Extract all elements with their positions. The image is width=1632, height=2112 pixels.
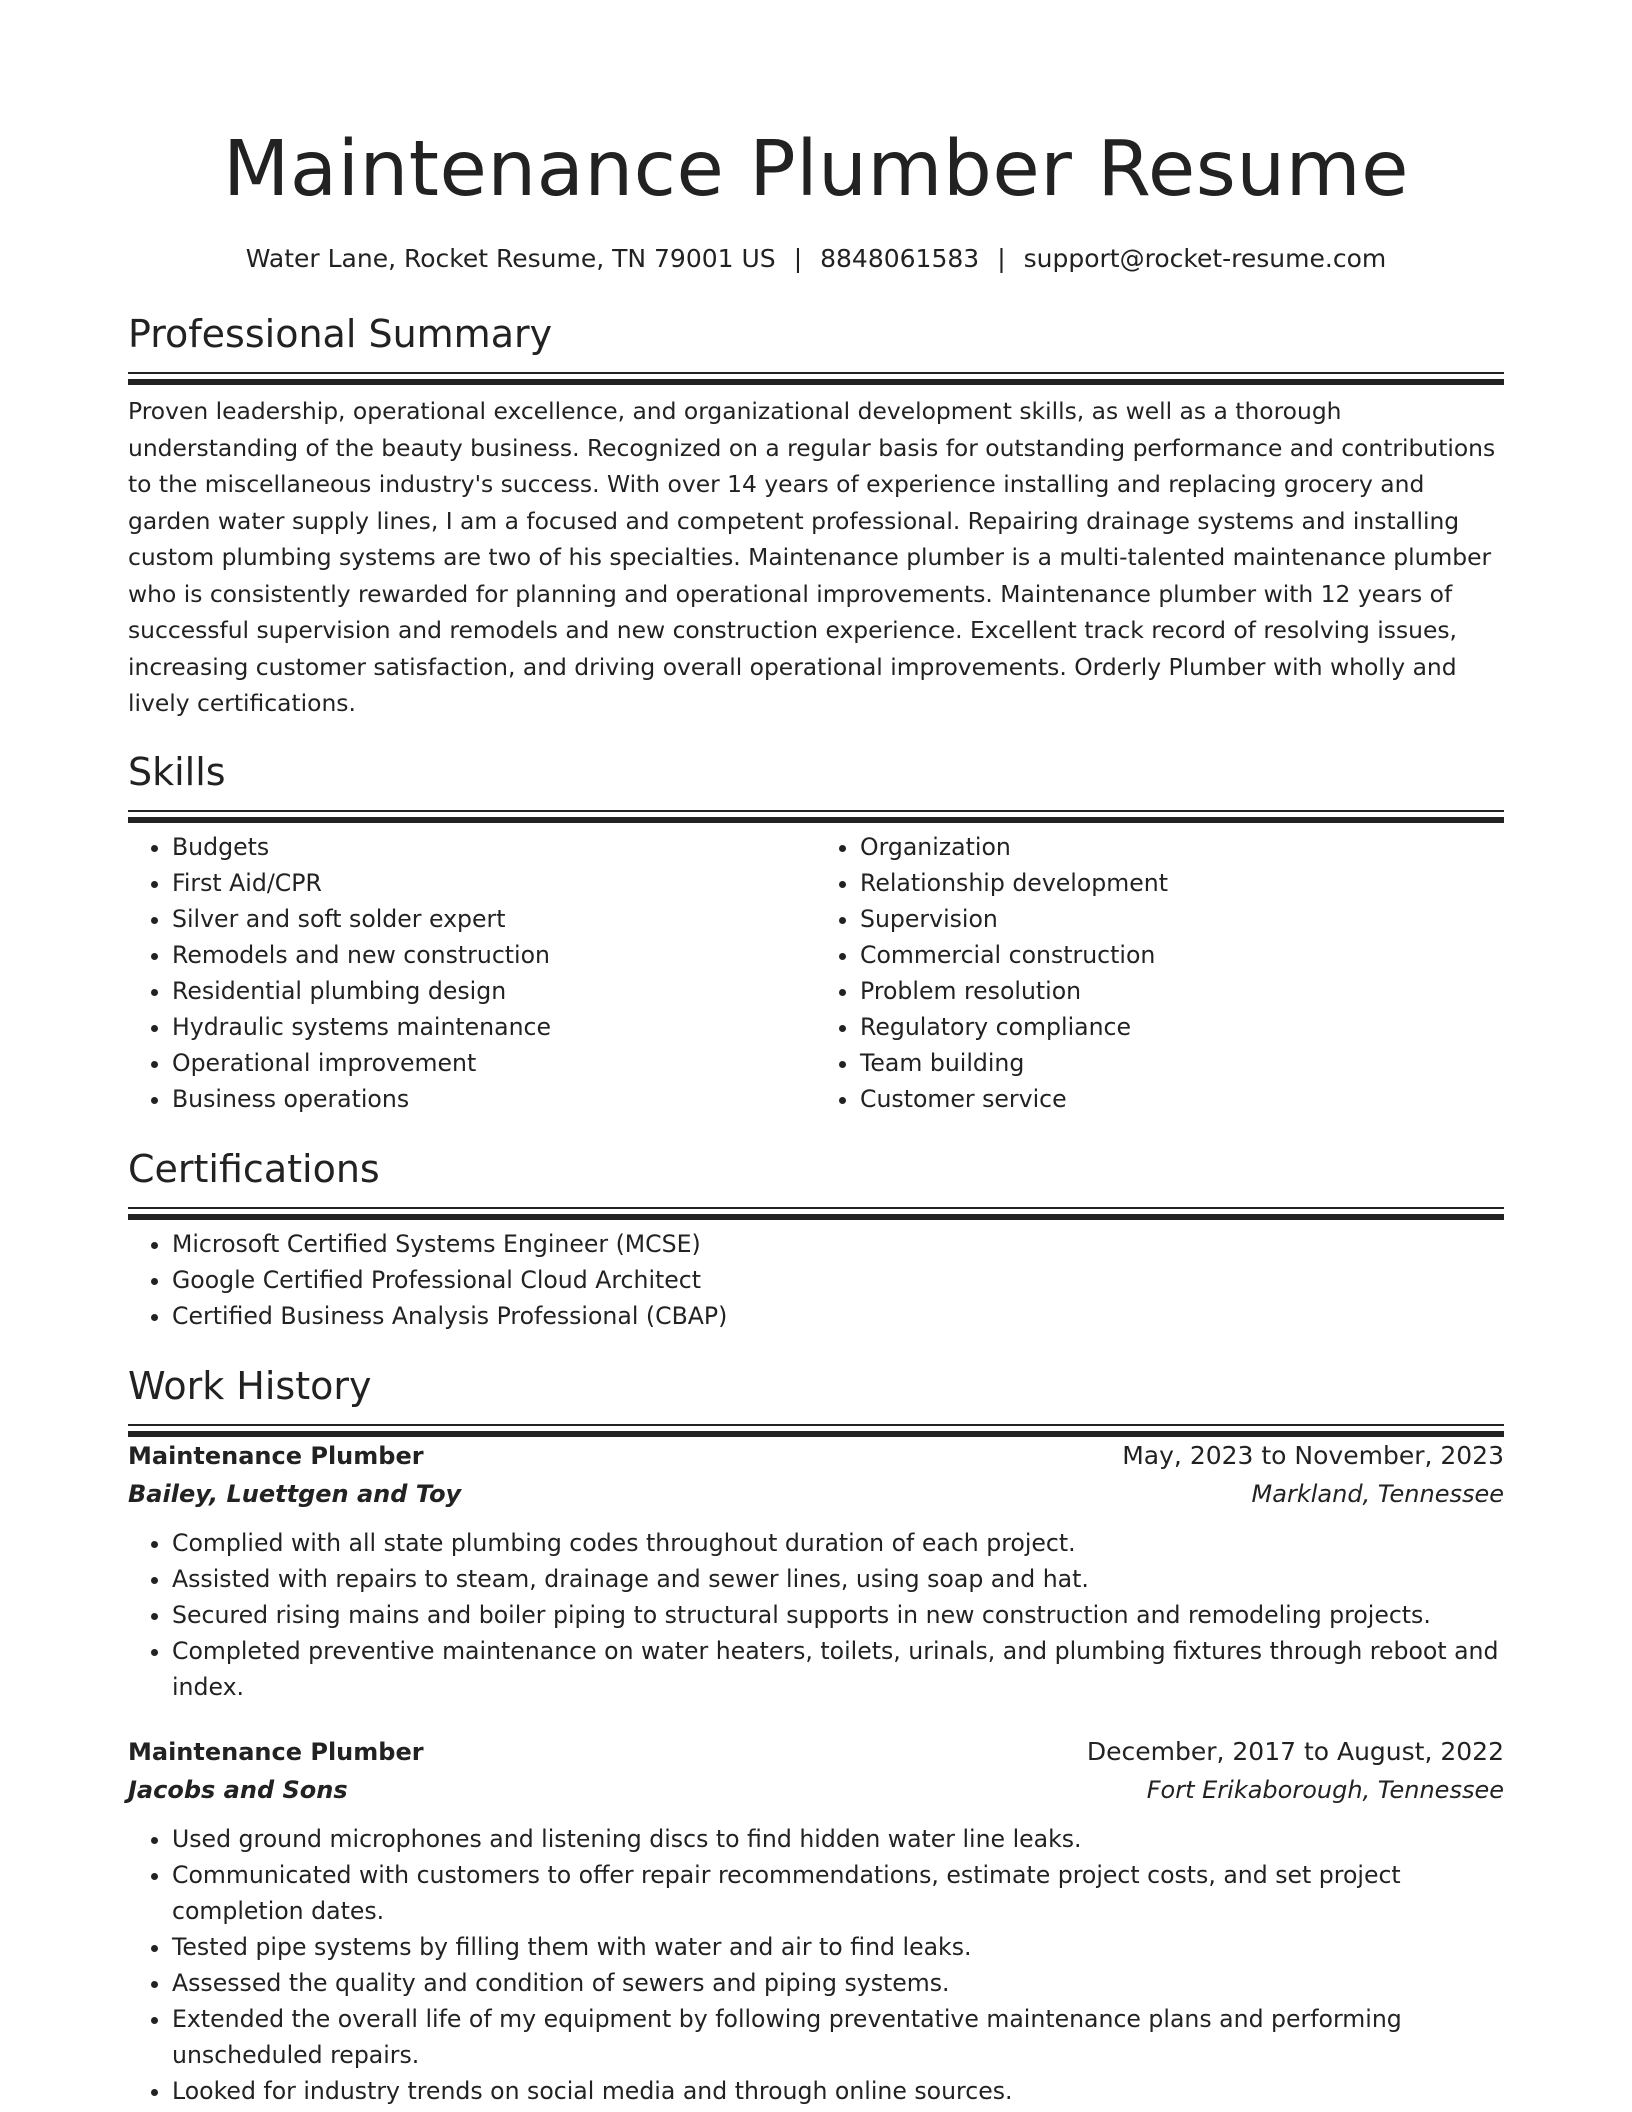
certifications-heading: Certifications	[128, 1146, 380, 1191]
job-bullet: • Extended the overall life of my equipment by following preventative maintenance plans and performing unscheduled repairs.	[172, 2001, 1504, 2073]
skill-item: • Residential plumbing design	[172, 973, 816, 1009]
skills-list-right	[816, 829, 1504, 1117]
skills-list-left	[128, 829, 816, 1117]
skills-section	[128, 748, 1504, 1117]
skill-item: • Supervision	[860, 901, 1504, 937]
skill-item: • Operational improvement	[172, 1045, 816, 1081]
job-bullet: • Secured rising mains and boiler piping to structural supports in new construction and remodeling projects.	[172, 1597, 1504, 1633]
skill-item: • Commercial construction	[860, 937, 1504, 973]
section-divider	[128, 372, 1504, 377]
summary-section	[128, 310, 1504, 722]
skill-item: • Problem resolution	[860, 973, 1504, 1009]
skill-item: • Relationship development	[860, 865, 1504, 901]
job-dates: May, 2023 to November, 2023	[1122, 1440, 1504, 1470]
certification-item: • Microsoft Certified Systems Engineer (MCSE)	[172, 1226, 1504, 1262]
job-bullet: • Assisted with repairs to steam, drainage and sewer lines, using soap and hat.	[172, 1561, 1504, 1597]
job-bullet: • Assessed the quality and condition of sewers and piping systems.	[172, 1965, 1504, 2001]
certification-item: • Certified Business Analysis Professional (CBAP)	[172, 1298, 1504, 1334]
job-subheader	[128, 1475, 1504, 1513]
certification-item: • Google Certified Professional Cloud Architect	[172, 1262, 1504, 1298]
work-history-section	[128, 1362, 1504, 2109]
job-bullets	[128, 1525, 1504, 1705]
contact-separator: |	[793, 244, 803, 273]
skill-item: • Silver and soft solder expert	[172, 901, 816, 937]
job-title: Maintenance Plumber	[128, 1441, 424, 1470]
skill-item: • Budgets	[172, 829, 816, 865]
job-header	[128, 1733, 1504, 1771]
work-history-heading: Work History	[128, 1363, 372, 1408]
job-bullet: • Looked for industry trends on social media and through online sources.	[172, 2073, 1504, 2109]
job-location: Markland, Tennessee	[1251, 1479, 1504, 1508]
job-bullet: • Used ground microphones and listening discs to find hidden water line leaks.	[172, 1821, 1504, 1857]
job-bullet: • Communicated with customers to offer repair recommendations, estimate project costs, and set project completion dates.	[172, 1857, 1504, 1929]
certifications-list	[128, 1226, 1504, 1334]
contact-line	[128, 242, 1504, 276]
skills-columns	[128, 829, 1504, 1117]
job-entry	[128, 1437, 1504, 1705]
job-bullet: • Complied with all state plumbing codes throughout duration of each project.	[172, 1525, 1504, 1561]
skill-item: • Team building	[860, 1045, 1504, 1081]
contact-address: Water Lane, Rocket Resume, TN 79001 US	[245, 244, 776, 273]
job-location: Fort Erikaborough, Tennessee	[1146, 1775, 1504, 1804]
contact-phone: 8848061583	[820, 244, 980, 273]
job-dates: December, 2017 to August, 2022	[1086, 1736, 1504, 1766]
job-company: Bailey, Luettgen and Toy	[128, 1479, 462, 1508]
skill-item: • Customer service	[860, 1081, 1504, 1117]
resume-title: Maintenance Plumber Resume	[222, 125, 1410, 214]
skill-item: • Business operations	[172, 1081, 816, 1117]
job-bullets	[128, 1821, 1504, 2109]
skills-heading: Skills	[128, 749, 226, 794]
job-bullet: • Tested pipe systems by filling them with water and air to find leaks.	[172, 1929, 1504, 1965]
skill-item: • Remodels and new construction	[172, 937, 816, 973]
job-bullet: • Completed preventive maintenance on water heaters, toilets, urinals, and plumbing fixtures through reboot and index.	[172, 1633, 1504, 1705]
contact-email: support@rocket-resume.com	[1023, 244, 1387, 273]
section-divider	[128, 1207, 1504, 1212]
certifications-section	[128, 1145, 1504, 1334]
job-subheader	[128, 1771, 1504, 1809]
section-divider	[128, 1424, 1504, 1429]
summary-heading: Professional Summary	[128, 312, 553, 356]
job-title: Maintenance Plumber	[128, 1737, 424, 1766]
contact-separator: |	[997, 244, 1006, 273]
skill-item: • Organization	[860, 829, 1504, 865]
job-entry	[128, 1733, 1504, 2109]
job-header	[128, 1437, 1504, 1475]
section-divider	[128, 810, 1504, 815]
skill-item: • Regulatory compliance	[860, 1009, 1504, 1045]
summary-text: Proven leadership, operational excellence, and organizational development skills, as well as a thorough understanding of the beauty business. Recognized on a regular basis for outstanding performance and contributions to the miscellaneous industry's success. With over 14 years of experience installing and replacing grocery and garden water supply lines, I am a focused and competent professional. Repairing drainage systems and installing custom plumbing systems are two of his specialties. Maintenance plumber is a multi-talented maintenance plumber who is consistently rewarded for planning and operational improvements. Maintenance plumber with 12 years of successful supervision and remodels and new construction experience. Excellent track record of resolving issues, increasing customer satisfaction, and driving overall operational improvements. Orderly Plumber with wholly and lively certifications.	[128, 397, 1496, 717]
job-company: Jacobs and Sons	[128, 1775, 348, 1804]
skill-item: • First Aid/CPR	[172, 865, 816, 901]
skill-item: • Hydraulic systems maintenance	[172, 1009, 816, 1045]
